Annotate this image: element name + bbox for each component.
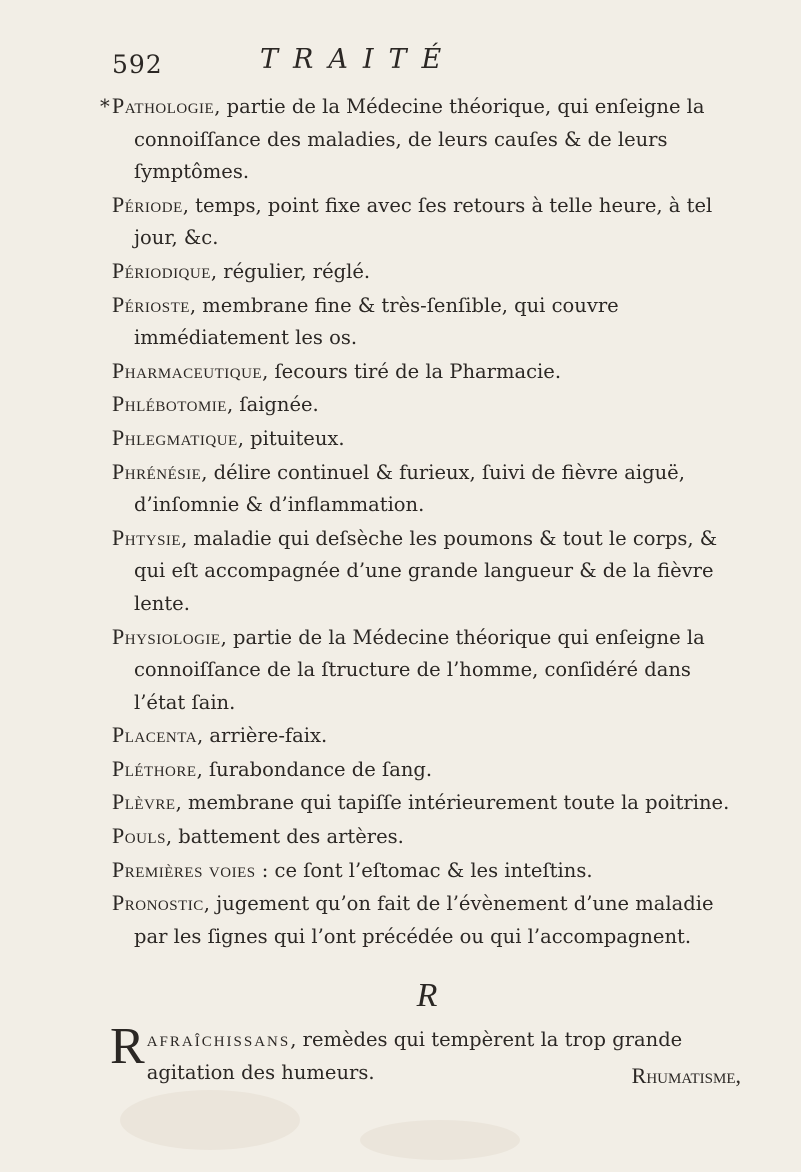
entry-definition: , membrane qui tapiſſe intérieurement toute la poitrine. xyxy=(175,791,730,815)
entry-definition: , régulier, réglé. xyxy=(210,259,371,283)
glossary-entry xyxy=(112,719,742,753)
entry-term: Physiologie xyxy=(112,623,221,649)
glossary-entry xyxy=(112,621,742,720)
entry-definition: , temps, point fixe avec ſes retours à telle heure, à tel jour, &c. xyxy=(134,193,713,250)
entry-definition: , pituiteux. xyxy=(237,426,345,450)
entry-definition: , ſurabondance de ſang. xyxy=(196,757,433,781)
entry-definition: , arrière-faix. xyxy=(197,724,328,748)
glossary-entry xyxy=(112,255,742,289)
glossary-entry xyxy=(112,422,742,456)
entry-term: afraîchissans xyxy=(146,1026,291,1052)
entry-term: Pronostic xyxy=(112,890,204,916)
paper-stain xyxy=(360,1120,520,1160)
entry-term: Pléthore xyxy=(112,755,197,781)
entry-definition: , partie de la Médecine théorique, qui enſeigne la connoiſſance des maladies, de leurs cauſes & de leurs ſymptômes. xyxy=(134,95,705,184)
glossary-entry xyxy=(112,289,742,355)
entry-list xyxy=(100,90,742,953)
glossary-body xyxy=(100,90,742,1090)
glossary-entry xyxy=(112,854,742,888)
glossary-entry xyxy=(112,456,742,522)
glossary-entry xyxy=(112,522,742,621)
entry-term: Période xyxy=(112,191,183,217)
entry-term: Phlegmatique xyxy=(112,424,238,450)
glossary-entry xyxy=(112,887,742,953)
entry-term: Plèvre xyxy=(112,789,176,815)
paper-stain xyxy=(120,1090,300,1150)
running-title: TRAITÉ xyxy=(260,44,457,75)
entry-term: Périodique xyxy=(112,257,211,283)
page-header xyxy=(0,44,801,92)
entry-definition: , délire continuel & furieux, ſuivi de fièvre aiguë, d’inſomnie & d’inflammation. xyxy=(134,460,685,517)
glossary-entry xyxy=(112,786,742,820)
section-letter: R xyxy=(416,977,438,1015)
entry-term: Périoste xyxy=(112,291,190,317)
entry-definition: , partie de la Médecine théorique qui enſeigne la connoiſſance de la ſtructure de l’homme, conſidéré dans l’état ſain. xyxy=(134,625,705,714)
entry-definition: , maladie qui deſsèche les poumons & tout le corps, & qui eſt accompagnée d’une grande langueur & de la fièvre lente. xyxy=(134,526,718,615)
glossary-entry xyxy=(112,820,742,854)
entry-definition: , battement des artères. xyxy=(165,825,404,849)
catchword: Rhumatisme, xyxy=(631,1063,741,1088)
glossary-entry xyxy=(112,355,742,389)
entry-definition: , ſaignée. xyxy=(226,393,319,417)
entry-term: Phlébotomie xyxy=(112,391,227,417)
glossary-entry xyxy=(112,388,742,422)
entry-term: Pharmaceutique xyxy=(112,357,263,383)
entry-definition: , remèdes qui tempèrent la trop grande agitation des humeurs. xyxy=(146,1028,683,1085)
entry-term: Pouls xyxy=(112,823,166,849)
entry-term: Pathologie xyxy=(112,93,215,118)
entry-term: Placenta xyxy=(112,722,198,748)
glossary-entry xyxy=(112,753,742,787)
entry-term: Premières voies xyxy=(112,856,256,882)
entry-definition: , jugement qu’on fait de l’évènement d’une maladie par les ſignes qui l’ont précédée ou qui l’accompagnent. xyxy=(134,892,714,948)
drop-capital: R xyxy=(110,1018,145,1076)
entry-term: Phrénésie xyxy=(112,458,202,484)
entry-term: Phtysie xyxy=(112,524,182,550)
glossary-entry: * Pathologie, partie de la Médecine théorique, qui enſeigne la connoiſſance des maladies, de leurs cauſes & de leurs ſymptômes. xyxy=(100,93,705,184)
entry-definition: , membrane fine & très-ſenſible, qui couvre immédiatement les os. xyxy=(134,293,619,350)
entry-definition: , ſecours tiré de la Pharmacie. xyxy=(262,359,562,383)
page-number: 592 xyxy=(112,50,163,79)
glossary-entry xyxy=(112,189,742,255)
entry-definition: : ce ſont l’eſtomac & les inteſtins. xyxy=(255,858,593,882)
